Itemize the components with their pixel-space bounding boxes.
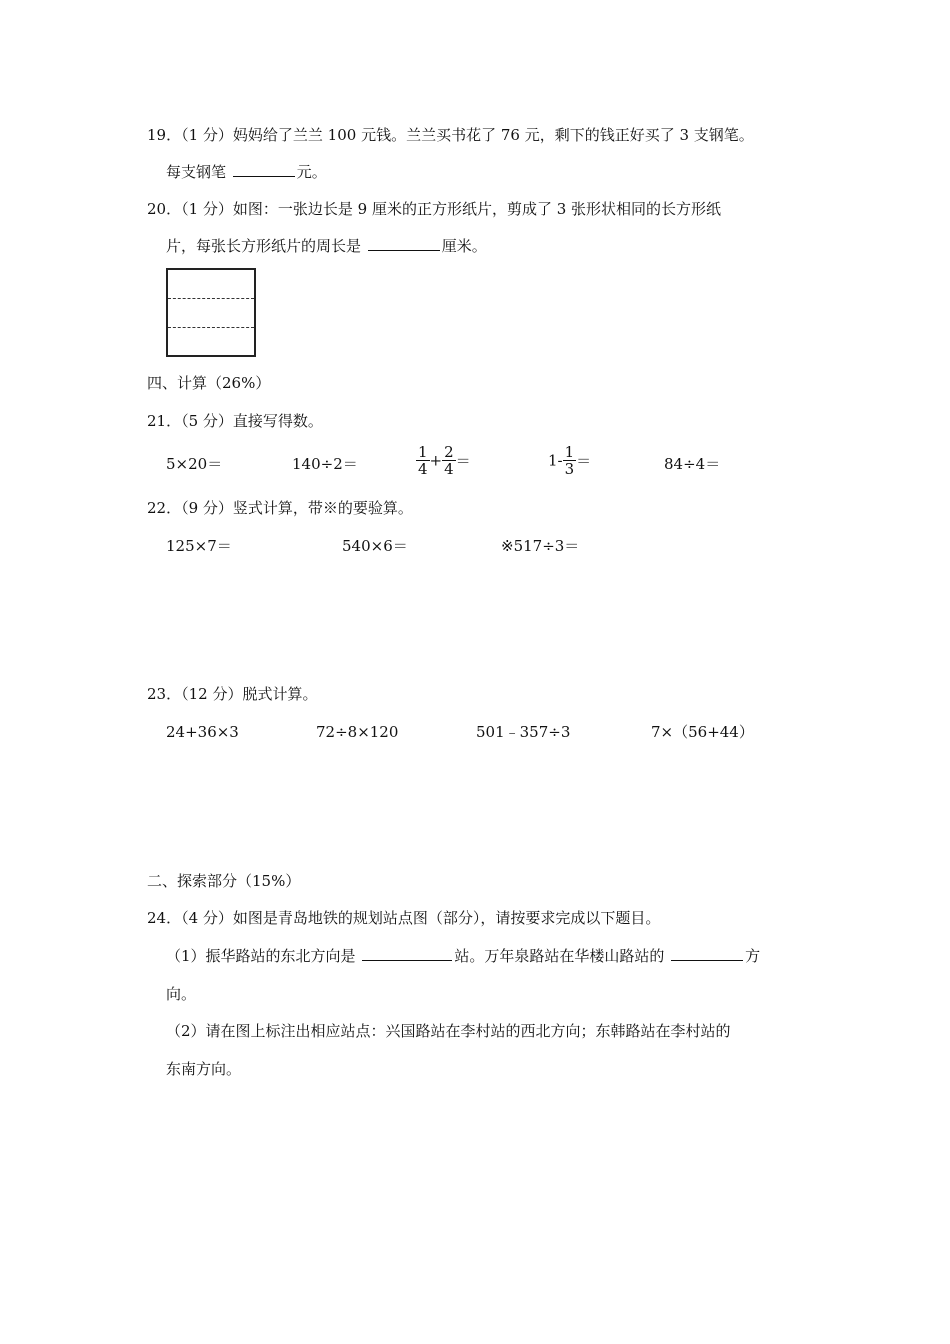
- section-title-exploration: 二、探索部分（15%）: [147, 872, 301, 890]
- q20-answer-blank[interactable]: [368, 236, 440, 251]
- q19-answer-blank[interactable]: [233, 162, 295, 177]
- q20-line2: [166, 236, 487, 256]
- section-title-calculation: 四、计算（26%）: [147, 374, 271, 392]
- plus-sign: +: [429, 451, 443, 470]
- q23-title: 23．（12 分）脱式计算。: [147, 685, 318, 703]
- q24-blank-northeast-station[interactable]: [362, 946, 452, 961]
- cut-line-2: [168, 327, 254, 328]
- fraction-denominator: 3: [564, 460, 575, 478]
- fraction-numerator: 1: [418, 443, 428, 461]
- cut-line-1: [168, 298, 254, 299]
- q24-part2-line1: （2）请在图上标注出相应站点：兴国路站在李村站的西北方向；东韩路站在李村站的: [166, 1022, 731, 1040]
- q24-blank-direction[interactable]: [671, 946, 743, 961]
- fraction-one-quarter: [416, 444, 430, 477]
- fraction-numerator: 1: [564, 443, 575, 461]
- q24-part1-line1: [166, 946, 760, 966]
- q22-expr-3: ※517÷3＝: [501, 537, 580, 555]
- fraction-one-third: [563, 444, 577, 477]
- q21-expr-2: 140÷2＝: [292, 455, 358, 473]
- q23-expr-4: 7×（56+44）: [651, 723, 754, 741]
- q24-part1-text-b: 站。万年泉路站在华楼山路站的: [454, 947, 665, 965]
- fraction-denominator: 4: [418, 460, 428, 478]
- fraction-denominator: 4: [444, 460, 454, 478]
- q21-expr-4: [548, 444, 591, 477]
- whole-number: 1-: [548, 451, 563, 470]
- equals-sign: ＝: [576, 452, 592, 470]
- q19-line2: [166, 162, 327, 182]
- q21-expr-5: 84÷4＝: [664, 455, 721, 473]
- q24-part1-line2: 向。: [166, 985, 197, 1003]
- q24-part1-text-a: （1）振华路站的东北方向是: [166, 947, 356, 965]
- q21-title: 21．（5 分）直接写得数。: [147, 412, 323, 430]
- q22-expr-2: 540×6＝: [342, 537, 408, 555]
- q19-suffix: 元。: [296, 163, 327, 181]
- q20-suffix: 厘米。: [441, 237, 487, 255]
- equals-sign: ＝: [455, 452, 471, 470]
- square-paper-figure: [166, 268, 256, 357]
- q22-expr-1: 125×7＝: [166, 537, 232, 555]
- q21-expr-3: [416, 444, 471, 477]
- q23-expr-3: 501﹣357÷3: [476, 723, 571, 741]
- q22-title: 22．（9 分）竖式计算，带※的要验算。: [147, 499, 413, 517]
- q20-line1: 20．（1 分）如图：一张边长是 9 厘米的正方形纸片，剪成了 3 张形状相同的长方形纸: [147, 200, 722, 218]
- q23-expr-2: 72÷8×120: [316, 723, 399, 741]
- q23-expr-1: 24+36×3: [166, 723, 239, 741]
- q19-line1: 19．（1 分）妈妈给了兰兰 100 元钱。兰兰买书花了 76 元，剩下的钱正好买了 3 支钢笔。: [147, 126, 754, 144]
- q24-part2-line2: 东南方向。: [166, 1060, 242, 1078]
- fraction-numerator: 2: [444, 443, 454, 461]
- q21-expr-1: 5×20＝: [166, 455, 223, 473]
- q24-title: 24．（4 分）如图是青岛地铁的规划站点图（部分），请按要求完成以下题目。: [147, 909, 661, 927]
- q19-prefix: 每支钢笔: [166, 163, 227, 181]
- fraction-two-quarters: [442, 444, 456, 477]
- q20-prefix: 片，每张长方形纸片的周长是: [166, 237, 362, 255]
- q24-part1-text-c: 方: [745, 947, 761, 965]
